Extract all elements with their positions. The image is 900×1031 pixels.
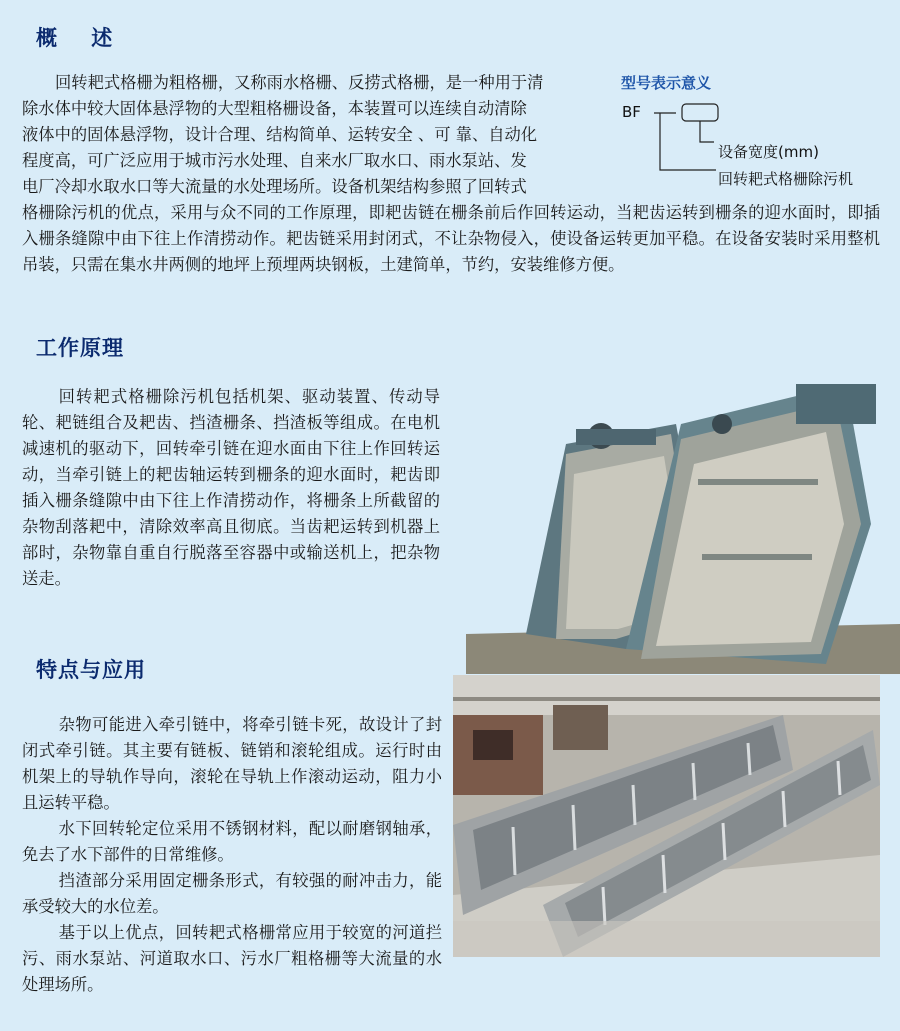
model-width-leader [700, 121, 714, 142]
overview-line-3: 液体中的固体悬浮物，设计合理、结构简单、运转安全 、可 靠、自动化 [22, 125, 538, 144]
model-title: 型号表示意义 [621, 74, 712, 92]
features-paragraph-1: 杂物可能进入牵引链中，将牵引链卡死，故设计了封闭式牵引链。其主要有链板、链销和滚轮组成。运行时由机架上的导轨作导向，滚轮在导轨上作滚动运动，阻力小且运转平稳。 [22, 715, 442, 812]
overview-line-4: 程度高，可广泛应用于城市污水处理、自来水厂取水口、雨水泵站、发 [22, 151, 527, 170]
model-machine-label: 回转耙式格栅除污机 [718, 170, 854, 188]
principle-heading: 工作原理 [36, 336, 124, 360]
features-paragraph-3: 挡渣部分采用固定栅条形式，有较强的耐冲击力，能承受较大的水位差。 [22, 871, 442, 916]
principle-paragraph: 回转耙式格栅除污机包括机架、驱动装置、传动导轮、耙链组合及耙齿、挡渣栅条、挡渣板等组成。在电机减速机的驱动下，回转牵引链在迎水面由下往上作回转运动，当牵引链上的耙齿轴运转到栅条的迎水面时，耙齿即插入栅条缝隙中由下往上作清捞动作，将栅条上所截留的杂物刮落耙中，清除效率高且彻底。当齿耙运转到机器上部时，杂物靠自重自行脱落至容器中或输送机上，把杂物送走。 [22, 387, 440, 588]
features-paragraph-4: 基于以上优点，回转耙式格栅常应用于较宽的河道拦污、雨水泵站、河道取水口、污水厂粗格栅等大流量的水处理场所。 [22, 923, 442, 994]
overview-line-5: 电厂冷却水取水口等大流量的水处理场所。设备机架结构参照了回转式 [22, 177, 527, 196]
overview-line-2: 除水体中较大固体悬浮物的大型粗格栅设备，本装置可以连续自动清除 [22, 99, 527, 118]
features-body [22, 712, 442, 998]
overview-heading: 概 述 [36, 26, 114, 50]
features-paragraph-2: 水下回转轮定位采用不锈钢材料，配以耐磨钢轴承，免去了水下部件的日常维修。 [22, 819, 442, 864]
overview-paragraph-1 [22, 70, 610, 200]
product-photo-2 [453, 675, 880, 957]
model-prefix: BF [622, 103, 641, 121]
overview-line-1: 回转耙式格栅为粗格栅，又称雨水格栅、反捞式格栅，是一种用于清 [55, 73, 544, 92]
overview-paragraph-2: 格栅除污机的优点，采用与众不同的工作原理，即耙齿链在栅条前后作回转运动，当耙齿运转到栅条的迎水面时，即插入栅条缝隙中由下往上作清捞动作。耙齿链采用封闭式，不让杂物侵入，使设备运转更加平稳。在设备安装时采用整机吊装，只需在集水井两侧的地坪上预埋两块钢板，土建简单，节约，安装维修方便。 [22, 203, 880, 274]
product-photo-1 [466, 384, 900, 674]
model-width-box [682, 104, 718, 121]
model-width-label: 设备宽度(mm) [718, 143, 819, 161]
features-heading: 特点与应用 [36, 658, 146, 682]
